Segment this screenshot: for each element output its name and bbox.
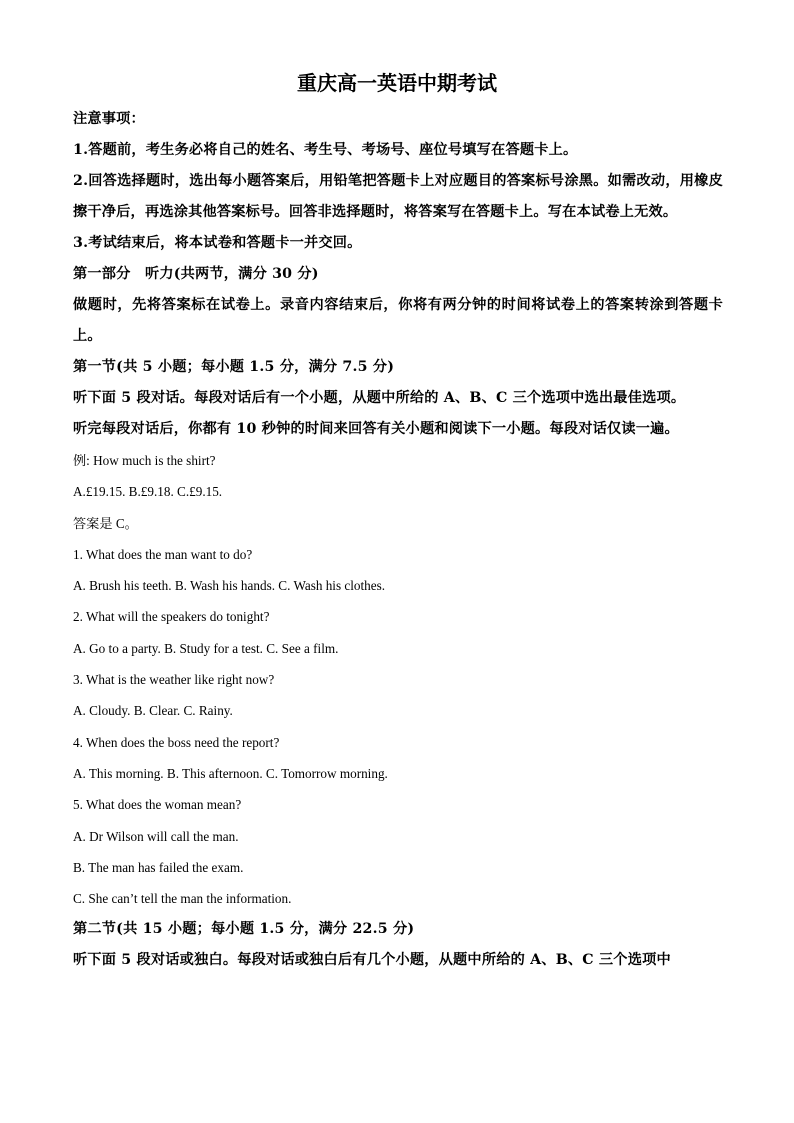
notice-item-3: 3.考试结束后，将本试卷和答题卡一并交回。	[73, 235, 362, 251]
notice-item-1: 1.答题前，考生务必将自己的姓名、考生号、考场号、座位号填写在答题卡上。	[73, 142, 578, 158]
section2-heading: 第二节(共 15 小题；每小题 1.5 分，满分 22.5 分)	[73, 921, 415, 938]
section1-instruction-line1: 听下面 5 段对话。每段对话后有一个小题，从题中所给的 A、B、C 三个选项中选出最佳选项。	[73, 390, 686, 406]
section1-heading: 第一节(共 5 小题；每小题 1.5 分，满分 7.5 分)	[73, 359, 395, 375]
question-2-options: A. Go to a party. B. Study for a test. C. See a film.	[73, 640, 339, 656]
exam-content	[73, 104, 723, 976]
section1-instruction-line2: 听完每段对话后，你都有 10 秒钟的时间来回答有关小题和阅读下一小题。每段对话仅读一遍。	[73, 421, 679, 437]
example-answer: 答案是 C。	[73, 515, 138, 531]
question-5-option-c: C. She can’t tell the man the information.	[73, 891, 292, 907]
page-title: 重庆高一英语中期考试	[297, 71, 497, 95]
question-5-option-b: B. The man has failed the exam.	[73, 859, 244, 875]
example-question: 例: How much is the shirt?	[73, 453, 216, 468]
question-1: 1. What does the man want to do?	[73, 546, 253, 562]
section2-instruction: 听下面 5 段对话或独白。每段对话或独白后有几个小题，从题中所给的 A、B、C 三个选项中	[73, 952, 671, 969]
question-4: 4. When does the boss need the report?	[73, 734, 280, 750]
question-3-options: A. Cloudy. B. Clear. C. Rainy.	[73, 703, 233, 719]
question-5-option-a: A. Dr Wilson will call the man.	[73, 828, 239, 844]
part1-heading: 第一部分 听力(共两节，满分 30 分)	[73, 266, 319, 282]
question-1-options: A. Brush his teeth. B. Wash his hands. C. Wash his clothes.	[73, 578, 386, 594]
notice-heading: 注意事项：	[73, 111, 145, 127]
notice-item-2: 2.回答选择题时，选出每小题答案后，用铅笔把答题卡上对应题目的答案标号涂黑。如需改动，用橡皮擦干净后，再选涂其他答案标号。回答非选择题时，将答案写在答题卡上。写在本试卷上无效。	[73, 173, 723, 220]
question-4-options: A. This morning. B. This afternoon. C. Tomorrow morning.	[73, 765, 388, 781]
example-options: A.£19.15. B.£9.18. C.£9.15.	[73, 484, 223, 500]
question-5: 5. What does the woman mean?	[73, 797, 242, 813]
part1-instruction: 做题时，先将答案标在试卷上。录音内容结束后，你将有两分钟的时间将试卷上的答案转涂到答题卡上。	[73, 297, 723, 344]
question-3: 3. What is the weather like right now?	[73, 672, 275, 688]
question-2: 2. What will the speakers do tonight?	[73, 609, 270, 625]
